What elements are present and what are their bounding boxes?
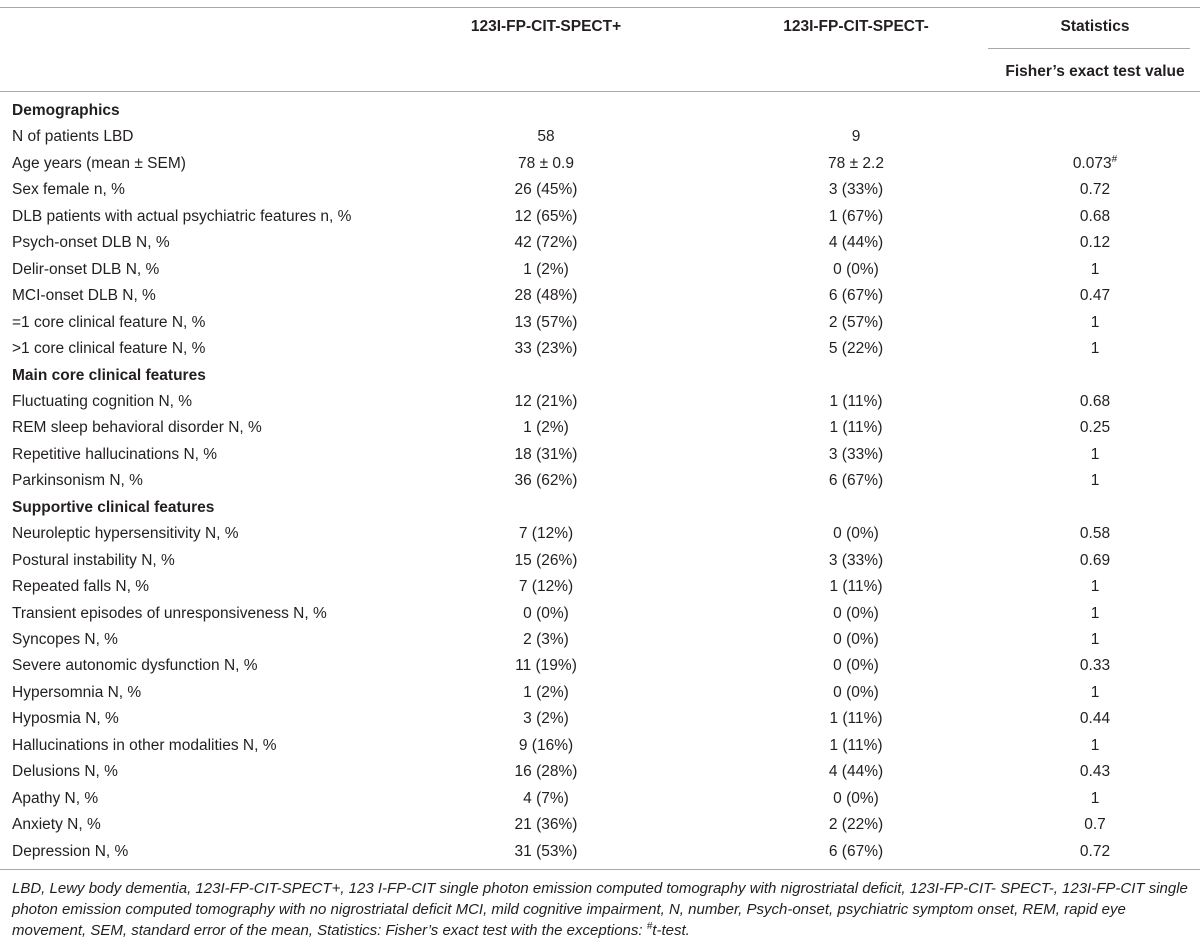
cell-positive: 33 (23%) bbox=[514, 340, 578, 357]
cell-statistic bbox=[990, 789, 1200, 809]
statistic-value: 1 bbox=[1090, 684, 1100, 701]
row-label: Repeated falls N, % bbox=[12, 578, 149, 595]
cell-positive: 0 (0%) bbox=[523, 605, 569, 622]
statistic-value: 0.44 bbox=[1079, 710, 1111, 727]
cell-positive: 1 (2%) bbox=[523, 684, 569, 701]
cell-statistic bbox=[990, 762, 1200, 782]
statistic-value: 0.72 bbox=[1079, 843, 1111, 860]
cell-statistic bbox=[990, 233, 1200, 253]
cell-negative: 9 bbox=[851, 128, 861, 145]
header-bottom-rule bbox=[0, 91, 1200, 92]
cell-statistic bbox=[990, 577, 1200, 597]
cell-positive: 78 ± 0.9 bbox=[518, 155, 574, 172]
cell-statistic bbox=[990, 842, 1200, 862]
cell-negative: 1 (11%) bbox=[829, 393, 883, 410]
row-label: Hallucinations in other modalities N, % bbox=[12, 737, 277, 754]
cell-positive: 4 (7%) bbox=[523, 790, 569, 807]
cell-positive: 12 (21%) bbox=[514, 393, 578, 410]
header-col-statistics: Statistics bbox=[1060, 18, 1130, 35]
cell-negative: 0 (0%) bbox=[833, 261, 879, 278]
cell-positive: 12 (65%) bbox=[514, 208, 578, 225]
row-label: Hypersomnia N, % bbox=[12, 684, 142, 701]
statistic-value: 0.72 bbox=[1079, 181, 1111, 198]
statistic-value: 1 bbox=[1090, 631, 1100, 648]
row-label: =1 core clinical feature N, % bbox=[12, 314, 206, 331]
cell-statistic bbox=[990, 445, 1200, 465]
cell-positive: 18 (31%) bbox=[514, 446, 578, 463]
cell-statistic bbox=[990, 630, 1200, 650]
cell-negative: 0 (0%) bbox=[833, 605, 879, 622]
statistic-value: 1 bbox=[1090, 340, 1100, 357]
statistic-value: 1 bbox=[1090, 578, 1100, 595]
statistic-value: 1 bbox=[1090, 605, 1100, 622]
cell-statistic bbox=[990, 709, 1200, 729]
cell-negative: 0 (0%) bbox=[833, 684, 879, 701]
row-label: Psych-onset DLB N, % bbox=[12, 234, 170, 251]
table-footnote bbox=[12, 878, 1190, 941]
cell-negative: 0 (0%) bbox=[833, 790, 879, 807]
statistic-superscript: # bbox=[1111, 153, 1118, 165]
row-label: MCI-onset DLB N, % bbox=[12, 287, 156, 304]
cell-negative: 3 (33%) bbox=[828, 446, 884, 463]
cell-negative: 5 (22%) bbox=[828, 340, 884, 357]
cell-positive: 3 (2%) bbox=[523, 710, 569, 727]
row-label: Parkinsonism N, % bbox=[12, 472, 143, 489]
cell-positive: 42 (72%) bbox=[514, 234, 578, 251]
cell-positive: 31 (53%) bbox=[514, 843, 578, 860]
row-label: Age years (mean ± SEM) bbox=[12, 155, 186, 172]
cell-negative: 6 (67%) bbox=[828, 287, 884, 304]
statistic-value: 1 bbox=[1090, 314, 1100, 331]
cell-negative: 3 (33%) bbox=[828, 181, 884, 198]
cell-negative: 78 ± 2.2 bbox=[828, 155, 884, 172]
cell-statistic bbox=[990, 604, 1200, 624]
statistics-sub-rule bbox=[988, 48, 1190, 49]
cell-negative: 1 (11%) bbox=[829, 737, 883, 754]
row-label: Hyposmia N, % bbox=[12, 710, 119, 727]
cell-negative: 2 (22%) bbox=[828, 816, 884, 833]
row-label: Depression N, % bbox=[12, 843, 129, 860]
cell-statistic bbox=[990, 180, 1200, 200]
cell-negative: 6 (67%) bbox=[828, 472, 884, 489]
statistic-value: 1 bbox=[1090, 790, 1100, 807]
cell-negative: 1 (11%) bbox=[829, 710, 883, 727]
cell-positive: 9 (16%) bbox=[518, 737, 574, 754]
cell-positive: 58 bbox=[537, 128, 555, 145]
cell-statistic bbox=[990, 313, 1200, 333]
statistic-value: 1 bbox=[1090, 737, 1100, 754]
row-label: Anxiety N, % bbox=[12, 816, 101, 833]
cell-positive: 1 (2%) bbox=[523, 261, 569, 278]
section-heading: Supportive clinical features bbox=[12, 499, 215, 516]
row-label: Apathy N, % bbox=[12, 790, 99, 807]
cell-positive: 21 (36%) bbox=[514, 816, 578, 833]
cell-negative: 3 (33%) bbox=[828, 552, 884, 569]
row-label: Neuroleptic hypersensitivity N, % bbox=[12, 525, 239, 542]
cell-statistic bbox=[990, 154, 1200, 174]
row-label: Delir-onset DLB N, % bbox=[12, 261, 160, 278]
statistic-value: 0.68 bbox=[1079, 393, 1111, 410]
cell-statistic bbox=[990, 207, 1200, 227]
cell-positive: 28 (48%) bbox=[514, 287, 578, 304]
cell-statistic bbox=[990, 392, 1200, 412]
statistic-value: 0.33 bbox=[1079, 657, 1111, 674]
statistic-value: 0.69 bbox=[1079, 552, 1111, 569]
row-label: N of patients LBD bbox=[12, 128, 134, 145]
row-label: Transient episodes of unresponsiveness N, % bbox=[12, 605, 327, 622]
bottom-rule bbox=[0, 869, 1200, 870]
cell-statistic bbox=[990, 339, 1200, 359]
row-label: >1 core clinical feature N, % bbox=[12, 340, 206, 357]
cell-statistic bbox=[990, 815, 1200, 835]
cell-positive: 36 (62%) bbox=[514, 472, 578, 489]
statistic-value: 0.68 bbox=[1079, 208, 1111, 225]
row-label: Postural instability N, % bbox=[12, 552, 175, 569]
row-label: Sex female n, % bbox=[12, 181, 125, 198]
statistic-value: 0.47 bbox=[1079, 287, 1111, 304]
cell-positive: 11 (19%) bbox=[515, 657, 577, 674]
cell-positive: 7 (12%) bbox=[518, 578, 574, 595]
cell-positive: 15 (26%) bbox=[514, 552, 578, 569]
statistic-value: 0.25 bbox=[1079, 419, 1111, 436]
cell-statistic bbox=[990, 736, 1200, 756]
cell-negative: 6 (67%) bbox=[828, 843, 884, 860]
footnote-text: LBD, Lewy body dementia, 123I-FP-CIT-SPECT+, 123 I-FP-CIT single photon emission computed tomography with nigrostriatal deficit, 123I-FP-CIT- SPECT-, 123I-FP-CIT single photon emission computed tomography with no nigrostriatal deficit MCI, mild cognitive impairment, N, number, Psych-onset, psychiatric symptom onset, REM, rapid eye movement, SEM, standard error of the mean, Statistics: Fisher’s exact test with the exceptions: bbox=[12, 880, 1188, 939]
statistic-value: 0.58 bbox=[1079, 525, 1111, 542]
cell-negative: 1 (11%) bbox=[829, 419, 883, 436]
statistic-value: 1 bbox=[1090, 446, 1100, 463]
cell-positive: 26 (45%) bbox=[514, 181, 578, 198]
cell-positive: 16 (28%) bbox=[514, 763, 578, 780]
row-label: Delusions N, % bbox=[12, 763, 118, 780]
cell-positive: 2 (3%) bbox=[523, 631, 569, 648]
statistic-value: 0.073 bbox=[1072, 155, 1112, 172]
row-label: Severe autonomic dysfunction N, % bbox=[12, 657, 258, 674]
row-label: Fluctuating cognition N, % bbox=[12, 393, 193, 410]
cell-negative: 4 (44%) bbox=[828, 234, 884, 251]
section-heading: Demographics bbox=[12, 102, 120, 119]
cell-negative: 0 (0%) bbox=[833, 631, 879, 648]
header-col-positive: 123I-FP-CIT-SPECT+ bbox=[470, 18, 622, 35]
cell-statistic bbox=[990, 683, 1200, 703]
cell-negative: 1 (67%) bbox=[828, 208, 884, 225]
cell-statistic bbox=[990, 260, 1200, 280]
cell-statistic bbox=[990, 551, 1200, 571]
cell-positive: 7 (12%) bbox=[518, 525, 574, 542]
statistic-value: 0.43 bbox=[1079, 763, 1111, 780]
footnote-superscript: # bbox=[646, 921, 653, 932]
statistic-value: 1 bbox=[1090, 472, 1100, 489]
row-label: Syncopes N, % bbox=[12, 631, 118, 648]
row-label: Repetitive hallucinations N, % bbox=[12, 446, 218, 463]
cell-negative: 0 (0%) bbox=[833, 657, 879, 674]
cell-positive: 13 (57%) bbox=[514, 314, 578, 331]
cell-statistic bbox=[990, 471, 1200, 491]
cell-negative: 1 (11%) bbox=[829, 578, 883, 595]
top-rule bbox=[0, 7, 1200, 8]
cell-negative: 4 (44%) bbox=[828, 763, 884, 780]
header-col-statistics-sub: Fisher’s exact test value bbox=[1005, 63, 1185, 80]
row-label: DLB patients with actual psychiatric features n, % bbox=[12, 208, 352, 225]
statistic-value: 0.12 bbox=[1079, 234, 1111, 251]
header-col-negative: 123I-FP-CIT-SPECT- bbox=[783, 18, 929, 35]
statistic-value: 0.7 bbox=[1084, 816, 1106, 833]
cell-negative: 0 (0%) bbox=[833, 525, 879, 542]
cell-negative: 2 (57%) bbox=[828, 314, 884, 331]
cell-statistic bbox=[990, 286, 1200, 306]
row-label: REM sleep behavioral disorder N, % bbox=[12, 419, 262, 436]
section-heading: Main core clinical features bbox=[12, 367, 206, 384]
cell-statistic bbox=[990, 656, 1200, 676]
cell-positive: 1 (2%) bbox=[523, 419, 569, 436]
footnote-tail: t-test. bbox=[652, 922, 690, 939]
cell-statistic bbox=[990, 418, 1200, 438]
cell-statistic bbox=[990, 524, 1200, 544]
statistic-value: 1 bbox=[1090, 261, 1100, 278]
